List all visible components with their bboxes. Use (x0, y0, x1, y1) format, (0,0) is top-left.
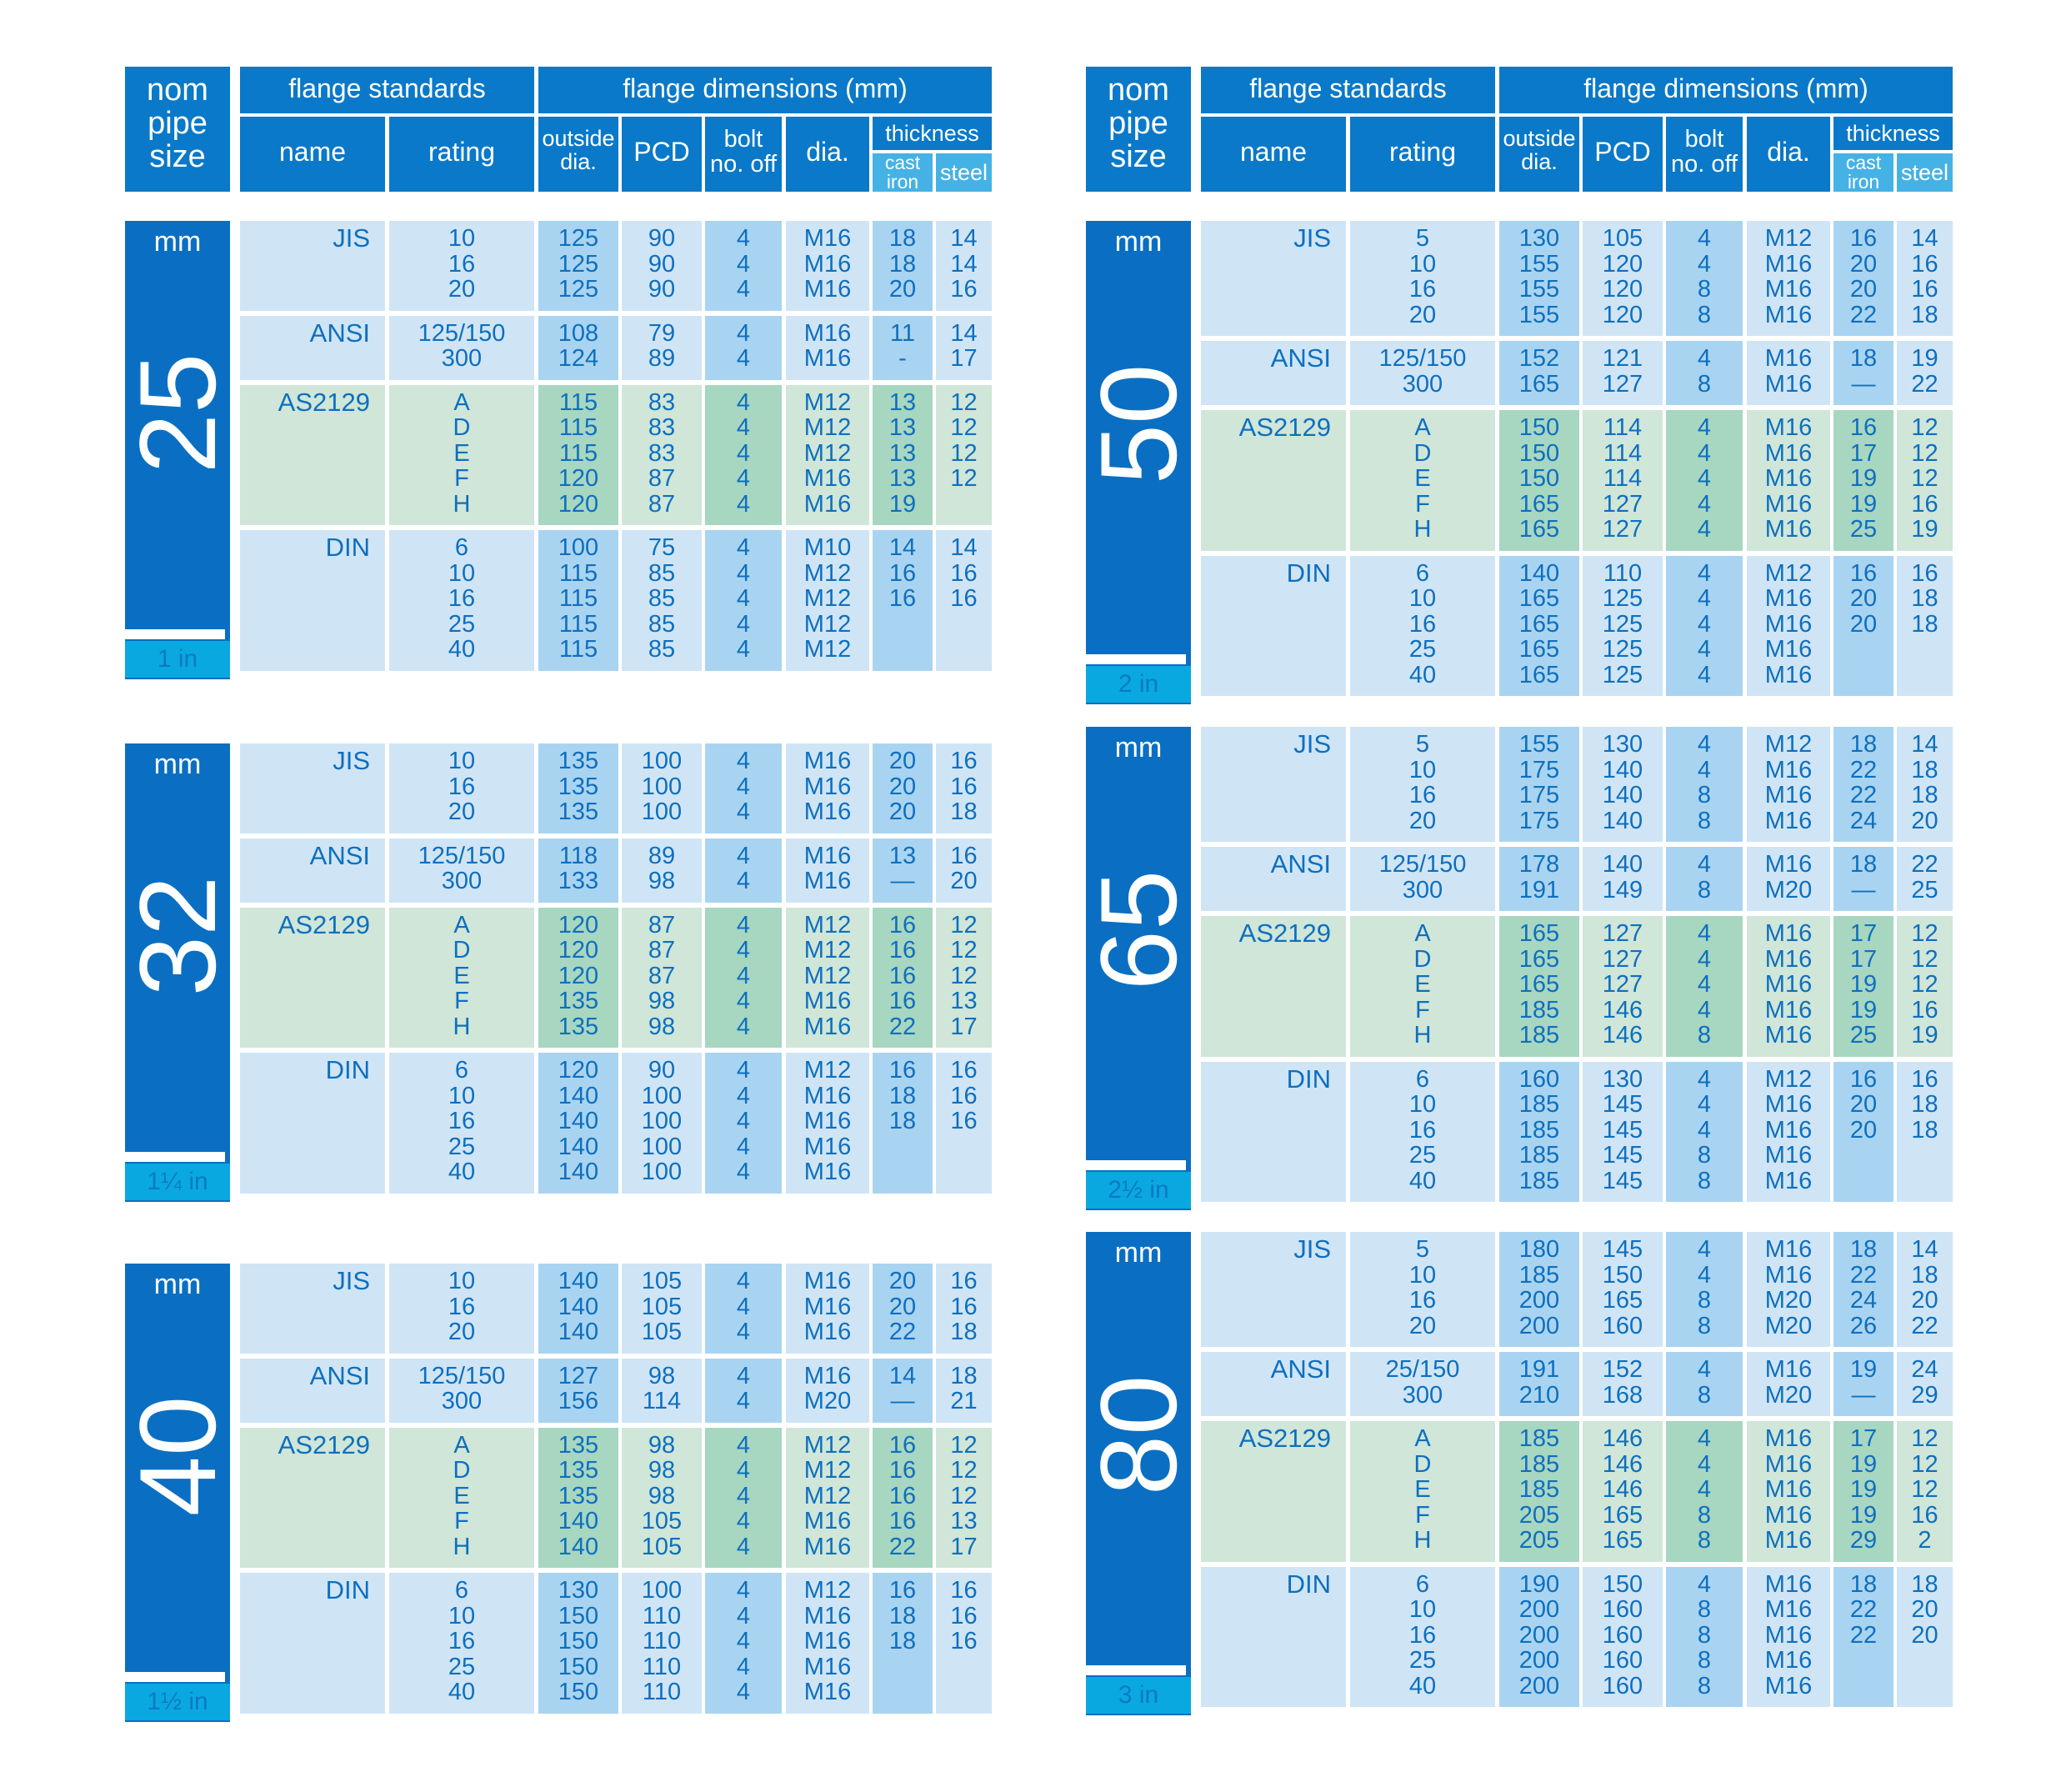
steel-cell: 16 18 18 (1897, 1062, 1953, 1203)
cast-cell: 16 20 20 (1833, 1062, 1893, 1203)
name-cell: AS2129 (240, 1428, 385, 1569)
header-dia-cell (1747, 117, 1830, 192)
pcd-cell: 83 83 83 87 87 (622, 385, 702, 526)
name-cell: JIS (1201, 1232, 1346, 1347)
pipe-size-number: 32 (117, 875, 238, 997)
bolts-cell: 4 4 4 (705, 221, 782, 311)
dia-cell: M12 M16 M16 M16 M16 (786, 1573, 869, 1714)
size-unit-label: mm (153, 1269, 202, 1300)
bolts-cell: 4 4 (705, 838, 782, 903)
header-name-cell (240, 117, 385, 192)
size-unit-label: mm (1114, 1237, 1163, 1269)
header-pcd: PCD (633, 137, 690, 167)
pipe-size-block (117, 221, 238, 679)
dia-cell: M16 M16 (1747, 341, 1830, 405)
name-cell: AS2129 (1201, 1421, 1346, 1562)
header-dia-cell (786, 117, 869, 192)
table-header-right (1086, 67, 1953, 192)
bolts-cell: 4 8 (1666, 847, 1743, 911)
bolts-cell: 4 4 4 (705, 743, 782, 833)
rating-cell: 6 10 16 25 40 (1350, 1567, 1495, 1708)
header-cast-iron-cell (1833, 153, 1893, 192)
cast-cell: 16 17 19 19 25 (1833, 410, 1893, 551)
pcd-cell: 89 98 (622, 838, 702, 903)
cast-cell: 18 — (1833, 847, 1893, 911)
od-cell: 130 155 155 155 (1499, 221, 1579, 336)
name-cell: JIS (1201, 727, 1346, 842)
dia-cell: M10 M12 M12 M12 M12 (786, 530, 869, 671)
cast-cell: 16 18 18 (873, 1053, 933, 1194)
steel-cell: 14 16 16 (936, 530, 992, 671)
left-column (117, 0, 992, 1792)
steel-cell: 12 12 12 12 (936, 385, 992, 526)
rating-cell: A D E F H (1350, 1421, 1495, 1562)
cast-cell: 14 — (873, 1359, 933, 1423)
pipe-size-block (1078, 1232, 1199, 1715)
header-steel-cell (1897, 153, 1953, 192)
pcd-cell: 127 127 127 146 146 (1583, 916, 1663, 1057)
pipe-size-number: 65 (1078, 869, 1199, 990)
dia-cell: M12 M12 M12 M16 M16 (786, 908, 869, 1049)
name-cell: DIN (1201, 1062, 1346, 1203)
pcd-cell: 79 89 (622, 316, 702, 380)
rating-cell: 6 10 16 25 40 (389, 1053, 534, 1194)
od-cell: 190 200 200 200 200 (1499, 1567, 1579, 1708)
od-cell: 185 185 185 205 205 (1499, 1421, 1579, 1562)
steel-cell: 12 12 12 16 19 (1897, 916, 1953, 1057)
cast-cell: 16 16 16 16 22 (873, 1428, 933, 1569)
od-cell: 118 133 (538, 838, 618, 903)
bolts-cell: 4 4 8 8 (1666, 727, 1743, 842)
od-cell: 100 115 115 115 115 (538, 530, 618, 671)
cast-cell: 11 - (873, 316, 933, 380)
name-cell: ANSI (240, 838, 385, 903)
header-pcd-cell (1583, 117, 1663, 192)
rating-cell: 6 10 16 25 40 (389, 530, 534, 671)
pcd-cell: 75 85 85 85 85 (622, 530, 702, 671)
cast-cell: 16 20 20 22 (1833, 221, 1893, 336)
dia-cell: M16 M16 M16 (786, 743, 869, 833)
rating-cell: 25/150 300 (1350, 1352, 1495, 1416)
pcd-cell: 105 120 120 120 (1583, 221, 1663, 336)
bolts-cell: 4 8 (1666, 1352, 1743, 1416)
bolts-cell: 4 4 4 (705, 1264, 782, 1354)
pipe-size-number: 25 (117, 353, 238, 474)
header-rating-cell (389, 117, 534, 192)
od-cell: 120 120 120 135 135 (538, 908, 618, 1049)
od-cell: 127 156 (538, 1359, 618, 1423)
pcd-cell: 130 140 140 140 (1583, 727, 1663, 842)
size-divider (1086, 1160, 1186, 1170)
steel-cell: 14 14 16 (936, 221, 992, 311)
header-pcd: PCD (1594, 137, 1651, 167)
rating-cell: 10 16 20 (389, 1264, 534, 1354)
pipe-size-inch-label: 1 in (125, 641, 230, 678)
pipe-size-inch-label: 3 in (1086, 1677, 1191, 1714)
header-bolt-no-off: bolt no. off (709, 126, 778, 178)
dia-cell: M12 M16 M16 M16 M16 (1747, 556, 1830, 697)
pipe-size-block (117, 1264, 238, 1722)
name-cell: ANSI (1201, 847, 1346, 911)
header-name: name (278, 137, 347, 167)
rating-cell: 6 10 16 25 40 (1350, 556, 1495, 697)
steel-cell: 22 25 (1897, 847, 1953, 911)
dia-cell: M16 M16 M16 M16 M16 (1747, 1567, 1830, 1708)
steel-cell: 16 16 16 (936, 1053, 992, 1194)
rating-cell: 5 10 16 20 (1350, 221, 1495, 336)
pipe-size-number: 80 (1078, 1374, 1199, 1495)
header-pcd-cell (622, 117, 702, 192)
pipe-size-inch-label: 2 in (1086, 666, 1191, 703)
bolts-cell: 4 4 4 4 4 (705, 1573, 782, 1714)
name-cell: DIN (1201, 556, 1346, 697)
cast-cell: 19 — (1833, 1352, 1893, 1416)
bolts-cell: 4 4 4 4 4 (705, 1053, 782, 1194)
size-divider (125, 1152, 225, 1162)
od-cell: 135 135 135 (538, 743, 618, 833)
pcd-cell: 114 114 114 127 127 (1583, 410, 1663, 551)
od-cell: 160 185 185 185 185 (1499, 1062, 1579, 1203)
header-nom-pipe-size: nom pipe size (147, 73, 208, 174)
name-cell: ANSI (240, 1359, 385, 1423)
name-cell: AS2129 (240, 385, 385, 526)
dia-cell: M16 M16 M16 (786, 221, 869, 311)
bolts-cell: 4 4 4 4 4 (705, 908, 782, 1049)
header-flange-standards-cell (1201, 67, 1495, 113)
header-rating: rating (1388, 137, 1457, 167)
cast-cell: 16 20 20 (1833, 556, 1893, 697)
dia-cell: M16 M16 M16 M16 M16 (1747, 1421, 1830, 1562)
header-bolt-no-off: bolt no. off (1670, 126, 1738, 178)
header-dia: dia. (1767, 137, 1810, 167)
dia-cell: M16 M16 M16 (786, 1264, 869, 1354)
bolts-cell: 4 4 (705, 316, 782, 380)
size-unit-label: mm (153, 226, 202, 258)
cast-cell: 16 18 18 (873, 1573, 933, 1714)
name-cell: DIN (240, 1053, 385, 1194)
header-steel: steel (939, 160, 988, 185)
bolts-cell: 4 4 4 8 8 (1666, 1421, 1743, 1562)
steel-cell: 12 12 12 13 17 (936, 1428, 992, 1569)
steel-cell: 16 16 18 (936, 1264, 992, 1354)
pcd-cell: 150 160 160 160 160 (1583, 1567, 1663, 1708)
steel-cell: 16 16 16 (936, 1573, 992, 1714)
header-steel-cell (936, 153, 992, 192)
name-cell: DIN (240, 1573, 385, 1714)
header-flange-dimensions: flange dimensions (mm) (623, 73, 908, 103)
dia-cell: M12 M16 M16 M16 (1747, 221, 1830, 336)
pcd-cell: 152 168 (1583, 1352, 1663, 1416)
name-cell: ANSI (1201, 1352, 1346, 1416)
rating-cell: 10 16 20 (389, 221, 534, 311)
size-unit-label: mm (1114, 226, 1163, 258)
header-rating-cell (1350, 117, 1495, 192)
rating-cell: 6 10 16 25 40 (1350, 1062, 1495, 1203)
od-cell: 165 165 165 185 185 (1499, 916, 1579, 1057)
header-thickness-cell (1833, 117, 1953, 150)
bolts-cell: 4 4 8 8 (1666, 1232, 1743, 1347)
od-cell: 135 135 135 140 140 (538, 1428, 618, 1569)
pipe-size-inch-label: 1¼ in (125, 1164, 230, 1200)
size-divider (1086, 654, 1186, 664)
rating-cell: A D E F H (389, 385, 534, 526)
header-nom-pipe-size-cell (125, 67, 230, 192)
pipe-size-inch-label: 1½ in (125, 1684, 230, 1720)
header-steel: steel (1900, 160, 1949, 185)
rating-cell: A D E F H (1350, 410, 1495, 551)
rating-cell: 6 10 16 25 40 (389, 1573, 534, 1714)
header-flange-dimensions-cell (538, 67, 992, 113)
pcd-cell: 90 100 100 100 100 (622, 1053, 702, 1194)
name-cell: AS2129 (1201, 916, 1346, 1057)
header-thickness: thickness (885, 121, 979, 146)
bolts-cell: 4 8 8 8 8 (1666, 1567, 1743, 1708)
bolts-cell: 4 4 4 4 4 (705, 530, 782, 671)
rating-cell: 125/150 300 (389, 316, 534, 380)
pipe-size-block (1078, 727, 1199, 1210)
pipe-size-inch-label: 2½ in (1086, 1172, 1191, 1209)
header-flange-dimensions: flange dimensions (mm) (1583, 73, 1868, 103)
od-cell: 115 115 115 120 120 (538, 385, 618, 526)
pipe-size-block (1078, 221, 1199, 704)
right-column (1078, 0, 1953, 1792)
name-cell: ANSI (240, 316, 385, 380)
bolts-cell: 4 4 (705, 1359, 782, 1423)
pcd-cell: 130 145 145 145 145 (1583, 1062, 1663, 1203)
bolts-cell: 4 4 4 4 4 (705, 385, 782, 526)
pipe-size-block (117, 743, 238, 1202)
rating-cell: 125/150 300 (389, 1359, 534, 1423)
bolts-cell: 4 4 8 8 (1666, 221, 1743, 336)
header-bolt-no-off-cell (1666, 117, 1743, 192)
header-rating: rating (428, 137, 496, 167)
header-flange-standards: flange standards (1249, 73, 1447, 103)
rating-cell: 125/150 300 (1350, 341, 1495, 405)
od-cell: 125 125 125 (538, 221, 618, 311)
header-name: name (1239, 137, 1308, 167)
name-cell: ANSI (1201, 341, 1346, 405)
header-nom-pipe-size-cell (1086, 67, 1191, 192)
od-cell: 140 140 140 (538, 1264, 618, 1354)
steel-cell: 16 16 18 (936, 743, 992, 833)
size-unit-label: mm (153, 748, 202, 780)
header-dia: dia. (806, 137, 849, 167)
bolts-cell: 4 4 4 4 4 (1666, 556, 1743, 697)
cast-cell: 18 22 22 (1833, 1567, 1893, 1708)
header-flange-dimensions-cell (1499, 67, 1953, 113)
pipe-size-number: 50 (1078, 363, 1199, 484)
dia-cell: M12 M16 M16 M16 M16 (786, 1053, 869, 1194)
name-cell: JIS (1201, 221, 1346, 336)
cast-cell: 20 20 22 (873, 1264, 933, 1354)
name-cell: AS2129 (1201, 410, 1346, 551)
pipe-size-number: 40 (117, 1395, 238, 1517)
dia-cell: M16 M16 (786, 838, 869, 903)
rating-cell: A D E F H (389, 1428, 534, 1569)
rating-cell: 125/150 300 (389, 838, 534, 903)
cast-cell: 18 — (1833, 341, 1893, 405)
table-header-left (125, 67, 992, 192)
rating-cell: A D E F H (1350, 916, 1495, 1057)
rating-cell: 5 10 16 20 (1350, 1232, 1495, 1347)
size-unit-label: mm (1114, 732, 1163, 763)
steel-cell: 12 12 12 13 17 (936, 908, 992, 1049)
header-nom-pipe-size: nom pipe size (1108, 73, 1169, 174)
dia-cell: M16 M16 (786, 316, 869, 380)
size-divider (125, 629, 225, 639)
pcd-cell: 100 110 110 110 110 (622, 1573, 702, 1714)
cast-cell: 18 22 22 24 (1833, 727, 1893, 842)
cast-cell: 20 20 20 (873, 743, 933, 833)
steel-cell: 19 22 (1897, 341, 1953, 405)
od-cell: 130 150 150 150 150 (538, 1573, 618, 1714)
cast-cell: 14 16 16 (873, 530, 933, 671)
dia-cell: M16 M20 (1747, 847, 1830, 911)
steel-cell: 18 20 20 (1897, 1567, 1953, 1708)
header-outside-dia-cell (538, 117, 618, 192)
steel-cell: 12 12 12 16 2 (1897, 1421, 1953, 1562)
cast-cell: 13 13 13 13 19 (873, 385, 933, 526)
pcd-cell: 110 125 125 125 125 (1583, 556, 1663, 697)
dia-cell: M16 M16 M16 M16 M16 (1747, 916, 1830, 1057)
steel-cell: 18 21 (936, 1359, 992, 1423)
dia-cell: M12 M12 M12 M16 M16 (786, 385, 869, 526)
steel-cell: 12 12 12 16 19 (1897, 410, 1953, 551)
rating-cell: 125/150 300 (1350, 847, 1495, 911)
bolts-cell: 4 4 4 4 4 (1666, 410, 1743, 551)
pcd-cell: 140 149 (1583, 847, 1663, 911)
od-cell: 191 210 (1499, 1352, 1579, 1416)
header-name-cell (1201, 117, 1346, 192)
header-outside-dia: outside dia. (1503, 126, 1576, 174)
header-cast-iron-cell (873, 153, 933, 192)
pcd-cell: 146 146 146 165 165 (1583, 1421, 1663, 1562)
pcd-cell: 121 127 (1583, 341, 1663, 405)
rating-cell: 10 16 20 (389, 743, 534, 833)
bolts-cell: 4 4 4 4 4 (705, 1428, 782, 1569)
rating-cell: 5 10 16 20 (1350, 727, 1495, 842)
cast-cell: 18 22 24 26 (1833, 1232, 1893, 1347)
header-cast-iron: cast iron (1845, 152, 1882, 193)
header-outside-dia: outside dia. (542, 126, 615, 174)
header-cast-iron: cast iron (884, 152, 921, 193)
pcd-cell: 98 98 98 105 105 (622, 1428, 702, 1569)
name-cell: JIS (240, 743, 385, 833)
header-bolt-no-off-cell (705, 117, 782, 192)
dia-cell: M12 M12 M12 M16 M16 (786, 1428, 869, 1569)
od-cell: 108 124 (538, 316, 618, 380)
od-cell: 150 150 150 165 165 (1499, 410, 1579, 551)
cast-cell: 18 18 20 (873, 221, 933, 311)
cast-cell: 17 19 19 19 29 (1833, 1421, 1893, 1562)
dia-cell: M16 M16 M16 M16 M16 (1747, 410, 1830, 551)
header-thickness: thickness (1846, 121, 1940, 146)
pcd-cell: 100 100 100 (622, 743, 702, 833)
steel-cell: 16 18 18 (1897, 556, 1953, 697)
size-divider (1086, 1665, 1186, 1675)
steel-cell: 14 18 20 22 (1897, 1232, 1953, 1347)
cast-cell: 17 17 19 19 25 (1833, 916, 1893, 1057)
od-cell: 180 185 200 200 (1499, 1232, 1579, 1347)
steel-cell: 16 20 (936, 838, 992, 903)
rating-cell: A D E F H (389, 908, 534, 1049)
cast-cell: 13 — (873, 838, 933, 903)
bolts-cell: 4 4 4 8 8 (1666, 1062, 1743, 1203)
steel-cell: 14 17 (936, 316, 992, 380)
bolts-cell: 4 8 (1666, 341, 1743, 405)
name-cell: JIS (240, 1264, 385, 1354)
cast-cell: 16 16 16 16 22 (873, 908, 933, 1049)
header-thickness-cell (873, 117, 992, 150)
pcd-cell: 98 114 (622, 1359, 702, 1423)
steel-cell: 14 18 18 20 (1897, 727, 1953, 842)
od-cell: 178 191 (1499, 847, 1579, 911)
name-cell: AS2129 (240, 908, 385, 1049)
pcd-cell: 105 105 105 (622, 1264, 702, 1354)
od-cell: 155 175 175 175 (1499, 727, 1579, 842)
pcd-cell: 87 87 87 98 98 (622, 908, 702, 1049)
header-outside-dia-cell (1499, 117, 1579, 192)
name-cell: DIN (240, 530, 385, 671)
dia-cell: M12 M16 M16 M16 (1747, 727, 1830, 842)
od-cell: 120 140 140 140 140 (538, 1053, 618, 1194)
dia-cell: M12 M16 M16 M16 M16 (1747, 1062, 1830, 1203)
dia-cell: M16 M20 (786, 1359, 869, 1423)
dia-cell: M16 M16 M20 M20 (1747, 1232, 1830, 1347)
od-cell: 140 165 165 165 165 (1499, 556, 1579, 697)
pcd-cell: 145 150 165 160 (1583, 1232, 1663, 1347)
name-cell: JIS (240, 221, 385, 311)
header-flange-standards-cell (240, 67, 534, 113)
dia-cell: M16 M20 (1747, 1352, 1830, 1416)
size-divider (125, 1672, 225, 1682)
pcd-cell: 90 90 90 (622, 221, 702, 311)
od-cell: 152 165 (1499, 341, 1579, 405)
steel-cell: 24 29 (1897, 1352, 1953, 1416)
header-flange-standards: flange standards (288, 73, 486, 103)
name-cell: DIN (1201, 1567, 1346, 1708)
steel-cell: 14 16 16 18 (1897, 221, 1953, 336)
bolts-cell: 4 4 4 4 8 (1666, 916, 1743, 1057)
